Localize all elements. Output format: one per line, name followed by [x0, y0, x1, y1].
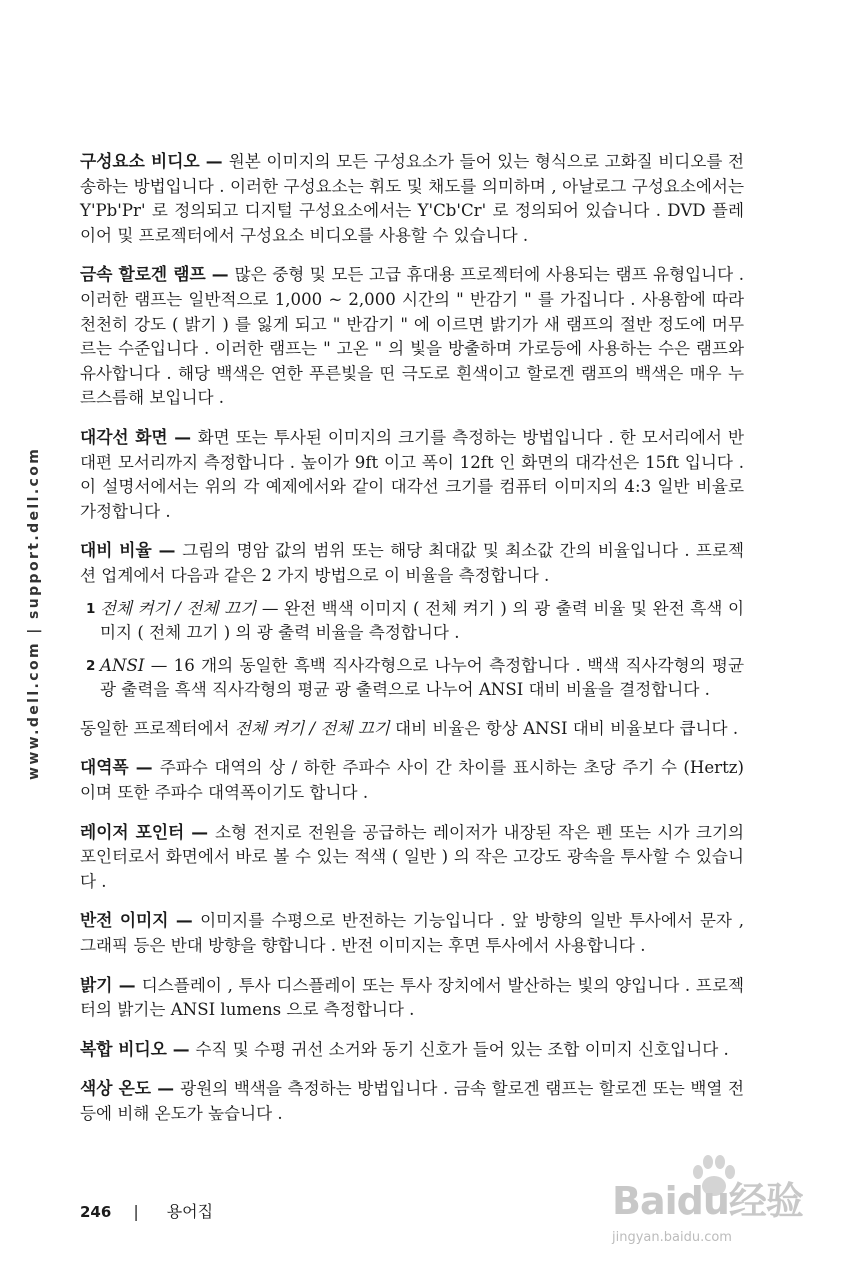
glossary-entry: [80, 820, 744, 895]
watermark-logo: Baidu经验: [612, 1179, 803, 1223]
item-text: 완전 백색 이미지 ( 전체 켜기 ) 의 광 출력 비율 및 완전 흑색 이미지 ( 전체 끄기 ) 의 광 출력 비율을 측정합니다 .: [100, 598, 744, 643]
glossary-entry: [80, 1076, 744, 1126]
contrast-note: [80, 717, 744, 742]
side-url-text: [22, 160, 50, 800]
entry-term: 반전 이미지: [80, 910, 169, 931]
list-number: 2: [86, 657, 96, 674]
entry-definition: 디스플레이 , 투사 디스플레이 또는 투사 장치에서 발산하는 빛의 양입니다 . 프로젝터의 밝기는 ANSI lumens 으로 측정합니다 .: [80, 975, 745, 1020]
section-name: 용어집: [166, 1202, 214, 1221]
entry-definition: 주파수 대역의 상 / 하한 주파수 사이 간 차이를 표시하는 초당 주기 수 (Hertz) 이며 또한 주파수 대역폭이기도 합니다 .: [80, 758, 744, 803]
entry-definition: 수직 및 수평 귀선 소거와 동기 신호가 들어 있는 조합 이미지 신호입니다 .: [195, 1039, 729, 1059]
page-number: 246: [80, 1203, 112, 1221]
entry-term: 구성요소 비디오: [80, 151, 200, 171]
glossary-entry: [80, 973, 744, 1023]
footer-separator: |: [133, 1202, 139, 1221]
glossary-entry: [80, 908, 744, 958]
watermark: [604, 1152, 834, 1274]
note-italic: 전체 켜기 / 전체 끄기: [234, 718, 390, 738]
numbered-list-item: [80, 597, 744, 646]
glossary-entry: [80, 755, 744, 805]
em-dash: —: [128, 757, 160, 778]
side-url-label: www.dell.com | support.dell.com: [26, 446, 42, 780]
entry-definition: 소형 전지로 전원을 공급하는 레이저가 내장된 작은 펜 또는 시가 크기의 포인터로서 화면에서 바로 볼 수 있는 적색 ( 일반 ) 의 작은 고강도 광속을 투사할 수 있습니다 .: [80, 822, 744, 891]
item-title: ANSI: [100, 655, 145, 675]
numbered-list-item: [80, 654, 744, 703]
entry-term: 색상 온도: [80, 1078, 152, 1099]
item-text: 16 개의 동일한 흑백 직사각형으로 나누어 측정합니다 . 백색 직사각형의 평균 광 출력을 흑색 직사각형의 평균 광 출력으로 나누어 ANSI 대비 비율을 결정합니다 .: [100, 655, 744, 700]
entry-term: 복합 비디오: [80, 1038, 167, 1059]
em-dash: —: [205, 264, 235, 285]
glossary-entry: [80, 262, 744, 411]
page-footer: [80, 1199, 213, 1222]
entry-term: 대각선 화면: [80, 426, 168, 447]
entry-term: 대역폭: [80, 757, 129, 778]
em-dash: —: [199, 151, 229, 171]
list-number: 1: [86, 600, 96, 617]
entry-definition: 광원의 백색을 측정하는 방법입니다 . 금속 할로겐 램프는 할로겐 또는 백열 전등에 비해 온도가 높습니다 .: [80, 1079, 745, 1123]
note-text: 동일한 프로젝터에서: [80, 718, 235, 738]
entry-definition: 원본 이미지의 모든 구성요소가 들어 있는 형식으로 고화질 비디오를 전송하는 방법입니다 . 이러한 구성요소는 휘도 및 채도를 의미하며 , 아날로그 구성요소에서는 Y'Pb'Pr' 로 정의되고 디지털 구성요소에서는 Y'Cb'Cr' 로 정의되어 있습니다 . DVD 플레이어 및 프로젝터에서 구성요소 비디오를 사용할 수 있습니다 .: [80, 152, 744, 245]
entry-definition: 화면 또는 투사된 이미지의 크기를 측정하는 방법입니다 . 한 모서리에서 반대편 모서리까지 측정합니다 . 높이가 9ft 이고 폭이 12ft 인 화면의 대각선은 15ft 입니다 . 이 설명서에서는 위의 각 예제에서와 같이 대각선 크기를 컴퓨터 이미지의 4:3 일반 비율로 가정합니다 .: [80, 427, 744, 521]
em-dash: —: [168, 910, 201, 931]
entry-definition: 이미지를 수평으로 반전하는 기능입니다 . 앞 방향의 일반 투사에서 문자 , 그래픽 등은 반대 방향을 향합니다 . 반전 이미지는 후면 투사에서 사용합니다 .: [80, 911, 745, 956]
entry-term: 금속 할로겐 램프: [80, 264, 206, 285]
em-dash: —: [167, 426, 198, 447]
glossary-entry: [80, 538, 744, 588]
glossary-entry: [80, 425, 744, 524]
em-dash: —: [144, 655, 174, 675]
em-dash: —: [112, 974, 142, 995]
em-dash: —: [256, 598, 285, 618]
em-dash: —: [166, 1038, 196, 1059]
em-dash: —: [151, 540, 183, 561]
glossary-entry: [80, 149, 744, 248]
item-title: 전체 켜기 / 전체 끄기: [100, 598, 257, 618]
watermark-url: jingyan.baidu.com: [612, 1230, 732, 1245]
entry-definition: 많은 중형 및 모든 고급 휴대용 프로젝터에 사용되는 램프 유형입니다 . 이러한 램프는 일반적으로 1,000 ~ 2,000 시간의 " 반감기 " 를 가집니다 . 사용함에 따라 천천히 강도 ( 밝기 ) 를 잃게 되고 " 반감기 " 에 이르면 밝기가 새 램프의 절반 정도에 머무르는 수준입니다 . 이러한 램프는 " 고온 " 의 빛을 방출하며 가로등에 사용하는 수은 램프와 유사합니다 . 해당 백색은 연한 푸른빛을 띤 극도로 흰색이고 할로겐 램프의 백색은 매우 누르스름해 보입니다 .: [80, 265, 744, 408]
note-text: 대비 비율은 항상 ANSI 대비 비율보다 큽니다 .: [389, 718, 739, 738]
entry-term: 레이저 포인터: [80, 821, 185, 842]
entry-definition: 그림의 명암 값의 범위 또는 해당 최대값 및 최소값 간의 비율입니다 . 프로젝션 업계에서 다음과 같은 2 가지 방법으로 이 비율을 측정합니다 .: [80, 541, 745, 585]
em-dash: —: [184, 821, 215, 842]
entry-term: 밝기: [80, 974, 113, 995]
entry-term: 대비 비율: [80, 540, 152, 561]
glossary-entry: [80, 1037, 744, 1063]
em-dash: —: [151, 1078, 181, 1099]
glossary-content: [80, 149, 744, 1141]
